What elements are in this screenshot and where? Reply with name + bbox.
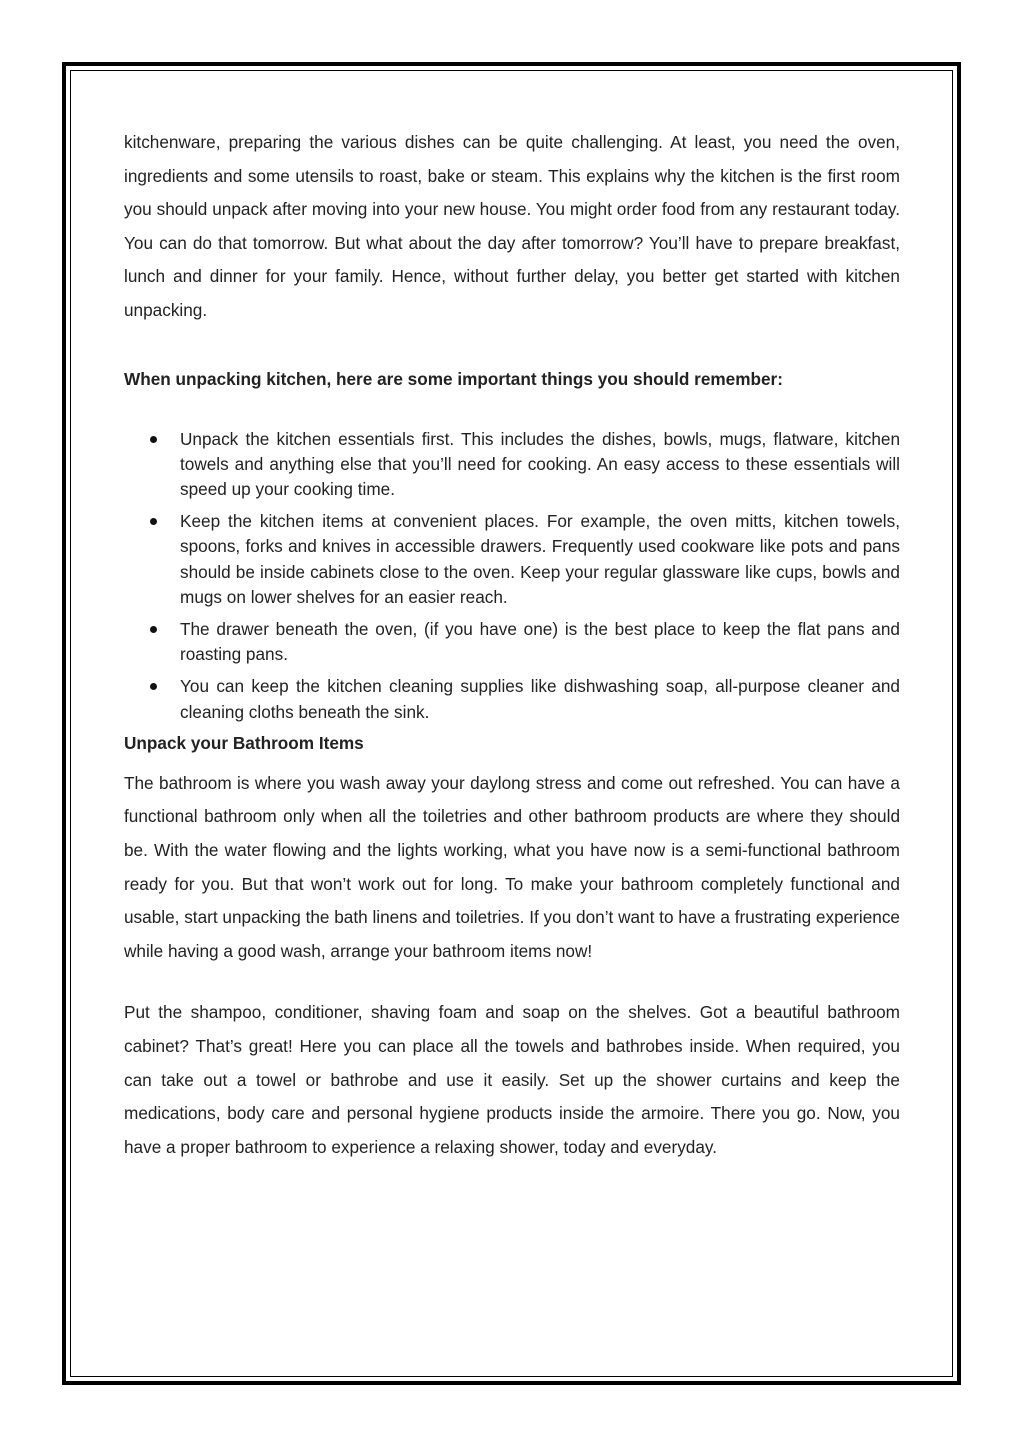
bathroom-heading: Unpack your Bathroom Items — [124, 732, 364, 753]
bullet-icon — [150, 626, 157, 633]
document-body — [124, 126, 900, 1164]
bullet-icon — [150, 436, 157, 443]
list-item-text: Keep the kitchen items at convenient places. For example, the oven mitts, kitchen towels, spoons, forks and knives in accessible drawers. Frequently used cookware like pots and pans should be inside cabinets close to the oven. Keep your regular glassware like cups, bowls and mugs on lower shelves for an easier reach. — [180, 511, 900, 607]
bathroom-paragraph: The bathroom is where you wash away your daylong stress and come out refreshed. You can have a functional bathroom only when all the toiletries and other bathroom products are where they should be. With the water flowing and the lights working, what you have now is a semi-functional bathroom ready for you. But that won’t work out for long. To make your bathroom completely functional and usable, start unpacking the bath linens and toiletries. If you don’t want to have a frustrating experience while having a good wash, arrange your bathroom items now! — [124, 772, 900, 961]
list-item — [124, 674, 900, 724]
list-item — [124, 617, 900, 667]
list-item-text: The drawer beneath the oven, (if you have one) is the best place to keep the flat pans and roasting pans. — [180, 618, 900, 665]
kitchen-heading: When unpacking kitchen, here are some important things you should remember: — [124, 368, 783, 389]
list-item-text: Unpack the kitchen essentials first. This includes the dishes, bowls, mugs, flatware, kitchen towels and anything else that you’ll need for cooking. An easy access to these essentials will speed up your cooking time. — [180, 428, 900, 499]
list-item — [124, 427, 900, 503]
kitchen-bullet-list — [124, 427, 900, 725]
list-item-text: You can keep the kitchen cleaning supplies like dishwashing soap, all-purpose cleaner and cleaning cloths beneath the sink. — [180, 676, 900, 722]
list-item — [124, 509, 900, 610]
bathroom-paragraph: Put the shampoo, conditioner, shaving foam and soap on the shelves. Got a beautiful bathroom cabinet? That’s great! Here you can place all the towels and bathrobes inside. When required, you can take out a towel or bathrobe and use it easily. Set up the shower curtains and keep the medications, body care and personal hygiene products inside the armoire. There you go. Now, you have a proper bathroom to experience a relaxing shower, today and everyday. — [124, 1002, 900, 1157]
intro-paragraph: kitchenware, preparing the various dishes can be quite challenging. At least, you need the oven, ingredients and some utensils to roast, bake or steam. This explains why the kitchen is the first room you should unpack after moving into your new house. You might order food from any restaurant today. You can do that tomorrow. But what about the day after tomorrow? You’ll have to prepare breakfast, lunch and dinner for your family. Hence, without further delay, you better get started with kitchen unpacking. — [124, 132, 900, 320]
bullet-icon — [150, 518, 157, 525]
bullet-icon — [150, 683, 157, 690]
